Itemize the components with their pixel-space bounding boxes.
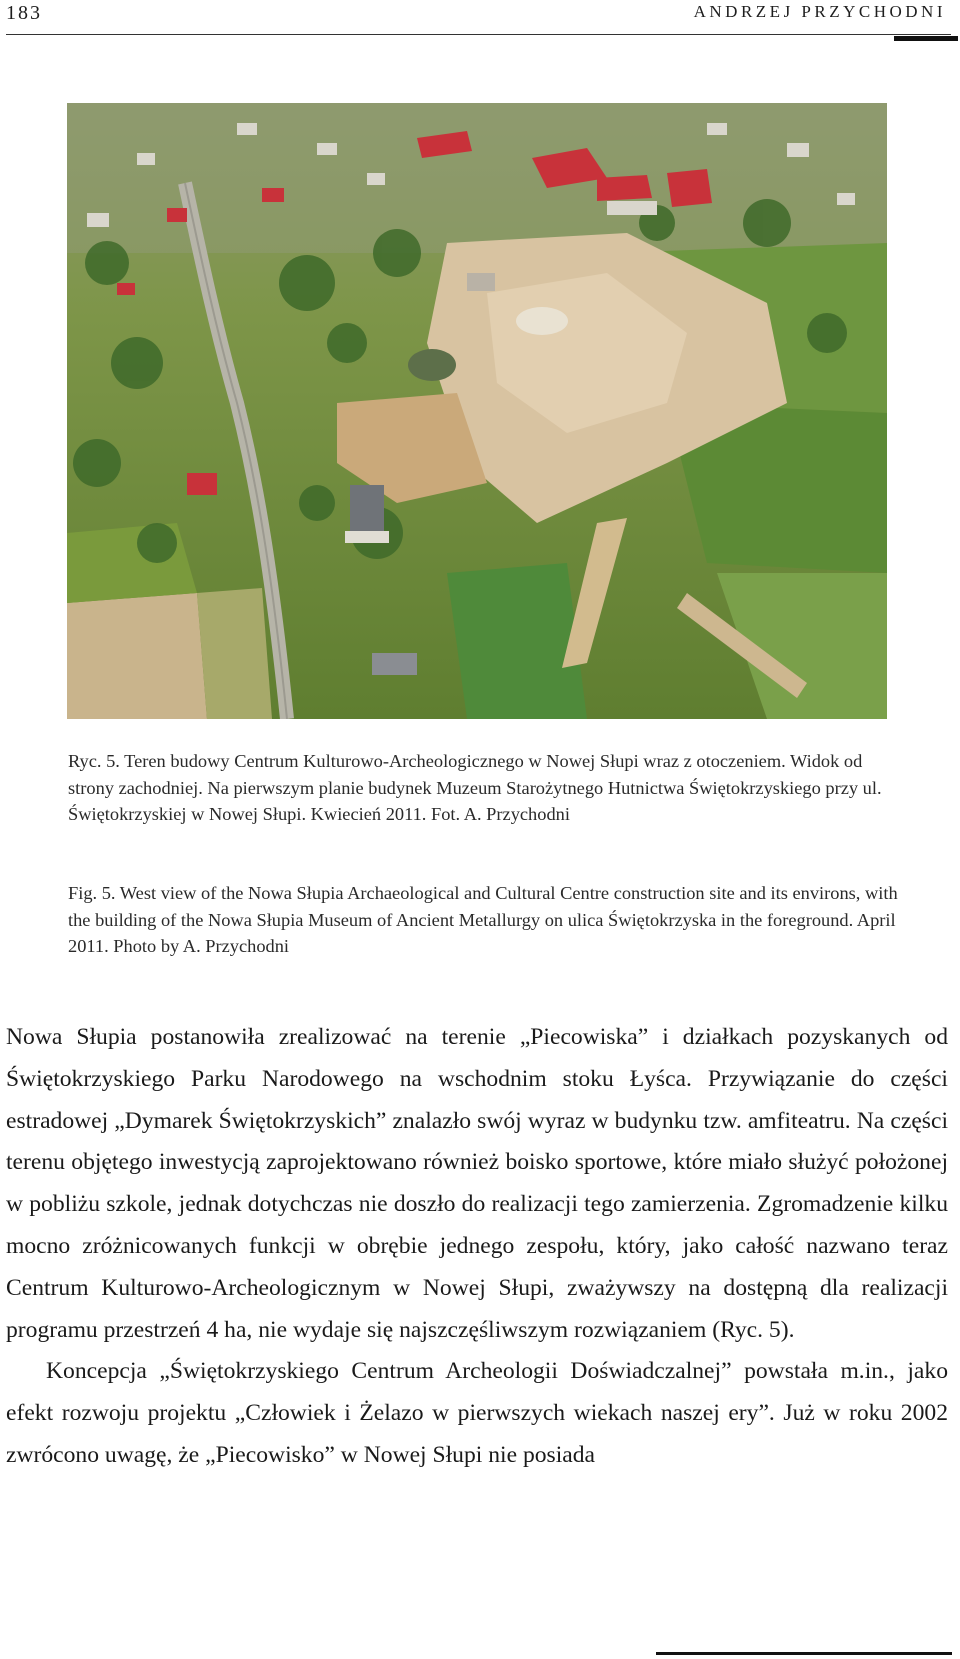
running-head-author: ANDRZEJ PRZYCHODNI [693,2,946,21]
page-header [6,0,946,36]
aerial-photo-illustration [67,103,887,719]
main-text [6,1017,948,1477]
aerial-photo [67,103,887,719]
page-number: 183 [6,2,42,24]
figure-caption-polish: Ryc. 5. Teren budowy Centrum Kulturowo-Archeologicznego w Nowej Słupi wraz z otoczeniem. Widok od strony zachodniej. Na pierwszym planie budynek Muzeum Starożytnego Hutnictwa Świętokrzyskiego przy ul. Świętokrzyskiej w Nowej Słupi. Kwiecień 2011. Fot. A. Przychodni [68,751,882,824]
paragraph: Nowa Słupia postanowiła zrealizować na terenie „Piecowiska” i działkach pozyskanych od Świętokrzyskiego Parku Narodowego na wschodnim stoku Łyśca. Przywiązanie do części estradowej „Dymarek Świętokrzyskich” znalazło swój wyraz w budynku tzw. amfiteatru. Na części terenu objętego inwestycją zaprojektowano również boisko sportowe, które miało służyć położonej w pobliżu szkole, jednak dotychczas nie doszło do realizacji tego zamierzenia. Zgromadzenie kilku mocno zróżnicowanych funkcji w obrębie jednego zespołu, który, jako całość nazwano teraz Centrum Kulturowo-Archeologicznym w Nowej Słupi, zważywszy na dostępną dla realizacji programu przestrzeń 4 ha, nie wydaje się najszczęśliwszym rozwiązaniem (Ryc. 5). [6,1024,948,1343]
header-rule [6,34,951,35]
paragraph: Koncepcja „Świętokrzyskiego Centrum Archeologii Doświadczalnej” powstała m.in., jako efekt rozwoju projektu „Człowiek i Żelazo w pierwszych wiekach naszej ery”. Już w roku 2002 zwrócono uwagę, że „Piecowisko” w Nowej Słupi nie posiada [6,1358,948,1468]
header-accent-bar [894,36,958,41]
footer-rule [656,1652,952,1655]
figure-caption-english: Fig. 5. West view of the Nowa Słupia Archaeological and Cultural Centre construction site and its environs, with the building of the Nowa Słupia Museum of Ancient Metallurgy on ulica Świętokrzyska in the foreground. April 2011. Photo by A. Przychodni [68,883,898,956]
